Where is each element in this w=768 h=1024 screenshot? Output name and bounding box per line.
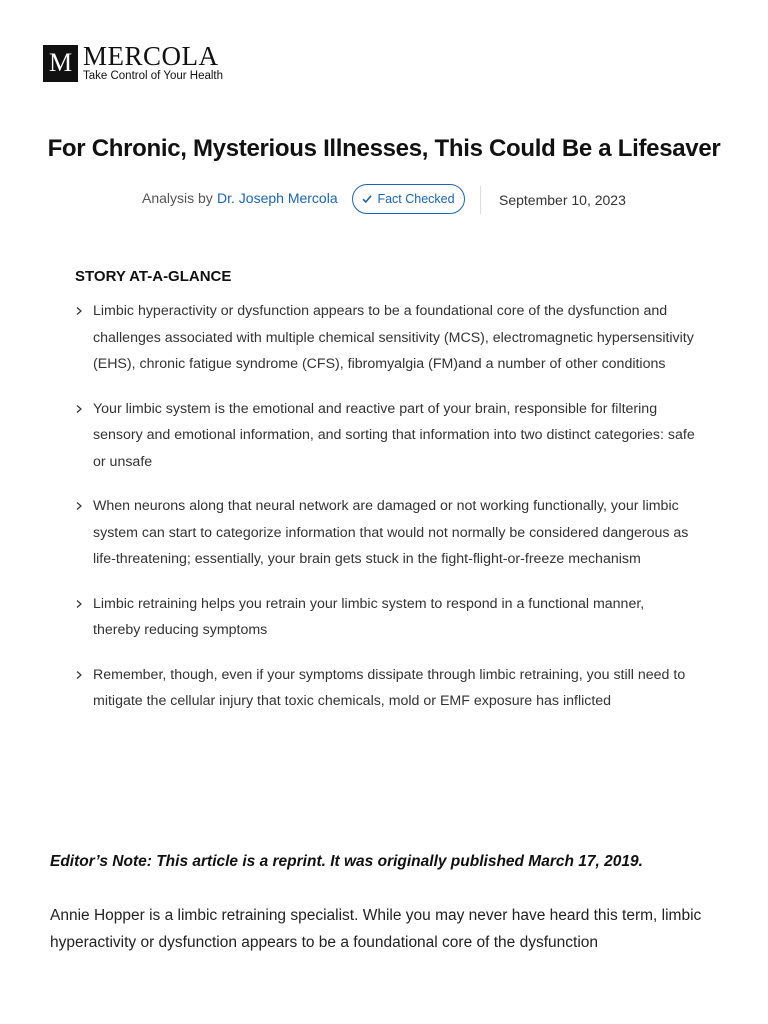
glance-item-text: Your limbic system is the emotional and reactive part of your brain, responsible for filtering sensory and emotional information, and sorting that information into two distinct categories: safe or unsafe (93, 400, 695, 470)
chevron-right-icon (75, 307, 83, 315)
story-at-a-glance (75, 268, 695, 733)
article-meta (0, 184, 768, 216)
fact-checked-label: Fact Checked (377, 192, 455, 206)
glance-item-text: Limbic hyperactivity or dysfunction appears to be a foundational core of the dysfunction and challenges associated with multiple chemical sensitivity (MCS), electromagnetic hypersensitivity (EHS), chronic fatigue syndrome (CFS), fibromyalgia (FM)and a number of other conditions (93, 303, 694, 372)
glance-item-text: Remember, though, even if your symptoms dissipate through limbic retraining, you still need to mitigate the cellular injury that toxic chemicals, mold or EMF exposure has inflicted (93, 666, 686, 709)
chevron-right-icon (75, 502, 83, 510)
analysis-by-label: Analysis by (142, 190, 213, 206)
glance-item-text: When neurons along that neural network are damaged or not working functionally, your limbic system can start to categorize information that would not normally be considered dangerous as life-threatening; essentially, your brain gets stuck in the fight-flight-or-freeze mechanism (93, 498, 689, 567)
glance-item (75, 493, 695, 573)
glance-item (75, 662, 695, 715)
chevron-right-icon (75, 405, 83, 413)
publish-date: September 10, 2023 (499, 192, 626, 208)
glance-list (75, 298, 695, 715)
chevron-right-icon (75, 671, 83, 679)
meta-divider (480, 186, 481, 214)
editor-note: Editor’s Note: This article is a reprint. It was originally published March 17, 2019. (50, 853, 643, 870)
article-body-paragraph: Annie Hopper is a limbic retraining specialist. While you may never have heard this term, limbic hyperactivity or dysfunction appears to be a foundational core of the dysfunction (50, 907, 702, 951)
logo-name: MERCOLA (83, 41, 219, 71)
author-link[interactable]: Dr. Joseph Mercola (217, 190, 338, 206)
article-title: For Chronic, Mysterious Illnesses, This Could Be a Lifesaver (47, 135, 721, 162)
checkmark-icon (362, 194, 372, 204)
glance-item-text: Limbic retraining helps you retrain your limbic system to respond in a functional manner, thereby reducing symptoms (93, 595, 645, 638)
mercola-logo[interactable] (43, 41, 224, 82)
glance-heading: STORY AT-A-GLANCE (75, 268, 232, 285)
logo-tagline: Take Control of Your Health (83, 70, 224, 82)
chevron-right-icon (75, 600, 83, 608)
logo-mark: M (43, 45, 78, 82)
glance-item (75, 591, 695, 644)
glance-item (75, 298, 695, 378)
logo-text (83, 41, 224, 82)
glance-item (75, 396, 695, 476)
fact-checked-button[interactable] (352, 184, 465, 214)
